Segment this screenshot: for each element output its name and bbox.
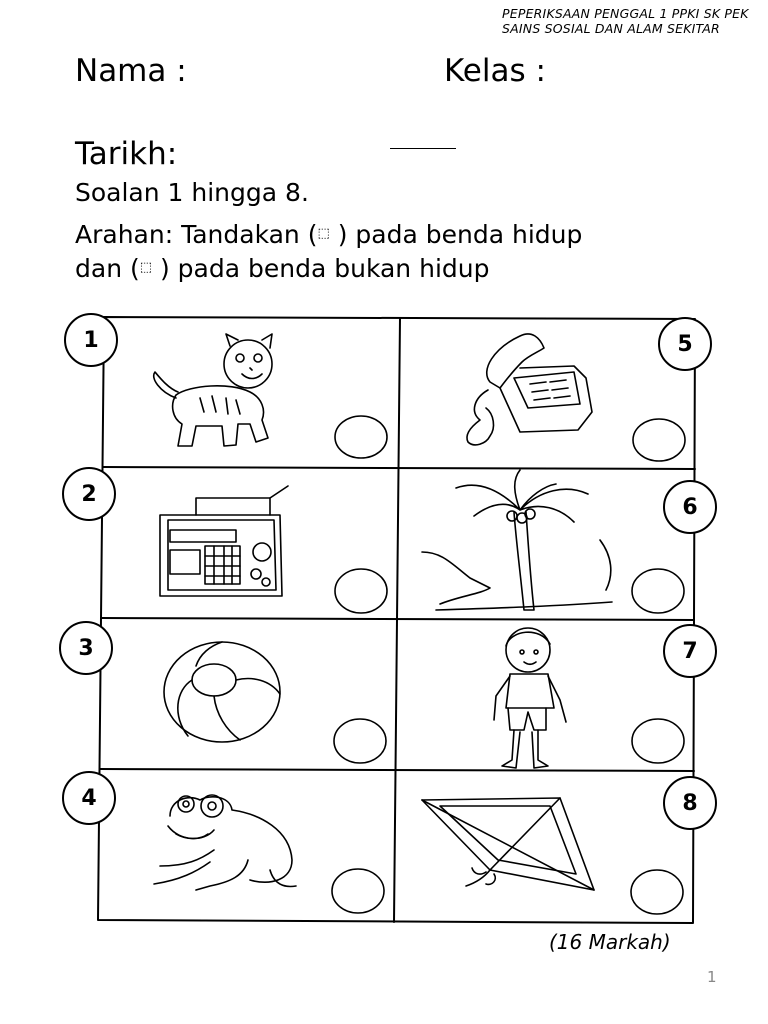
number-8-label: 8 [682, 790, 698, 816]
number-badge-8 [663, 776, 717, 830]
number-badge-2 [62, 467, 116, 521]
number-badge-1 [64, 313, 118, 367]
coconut-tree-icon [422, 470, 612, 610]
number-badge-3 [59, 621, 113, 675]
answer-oval-8 [631, 870, 683, 914]
tick-glyph: ⬚ [317, 226, 330, 241]
nama-label: Nama : [75, 53, 187, 89]
answer-oval-3 [334, 719, 386, 763]
answer-oval-5 [633, 419, 685, 461]
number-badge-4 [62, 771, 116, 825]
number-4-label: 4 [81, 785, 97, 811]
number-badge-6 [663, 480, 717, 534]
arahan-text-c: dan ( [75, 254, 140, 283]
answer-oval-2 [335, 569, 387, 613]
number-badge-5 [658, 317, 712, 371]
cross-glyph: ⬚ [139, 260, 153, 275]
number-1-label: 1 [83, 327, 99, 353]
kite-icon [422, 798, 594, 890]
number-5-label: 5 [677, 331, 693, 357]
answer-oval-7 [632, 719, 684, 763]
number-6-label: 6 [682, 494, 698, 520]
arahan-text-d: ) pada benda bukan hidup [152, 254, 490, 283]
number-badge-7 [663, 624, 717, 678]
answer-oval-6 [632, 569, 684, 613]
number-3-label: 3 [78, 635, 94, 661]
radio-icon [160, 486, 288, 596]
exam-header-line2: SAINS SOSIAL DAN ALAM SEKITAR [502, 21, 720, 36]
frog-icon [154, 795, 296, 890]
exam-header-line1: PEPERIKSAAN PENGGAL 1 PPKI SK PEK [502, 6, 749, 21]
grid-row-line-3 [100, 769, 694, 771]
beach-ball-icon [164, 642, 280, 742]
telephone-icon [467, 334, 592, 445]
boy-icon [494, 628, 566, 768]
soalan-text: Soalan 1 hingga 8. [75, 178, 309, 207]
tiger-icon [154, 334, 272, 446]
page-number: 1 [707, 968, 717, 986]
answer-oval-4 [332, 869, 384, 913]
arahan-text-a: Arahan: Tandakan ( [75, 220, 318, 249]
total-marks: (16 Markah) [549, 930, 671, 954]
answer-oval-1 [335, 416, 387, 458]
number-2-label: 2 [81, 481, 97, 507]
tarikh-label: Tarikh: [75, 136, 178, 172]
number-7-label: 7 [682, 638, 698, 664]
kelas-label: Kelas : [444, 53, 546, 89]
arahan-text-b: ) pada benda hidup [329, 220, 583, 249]
